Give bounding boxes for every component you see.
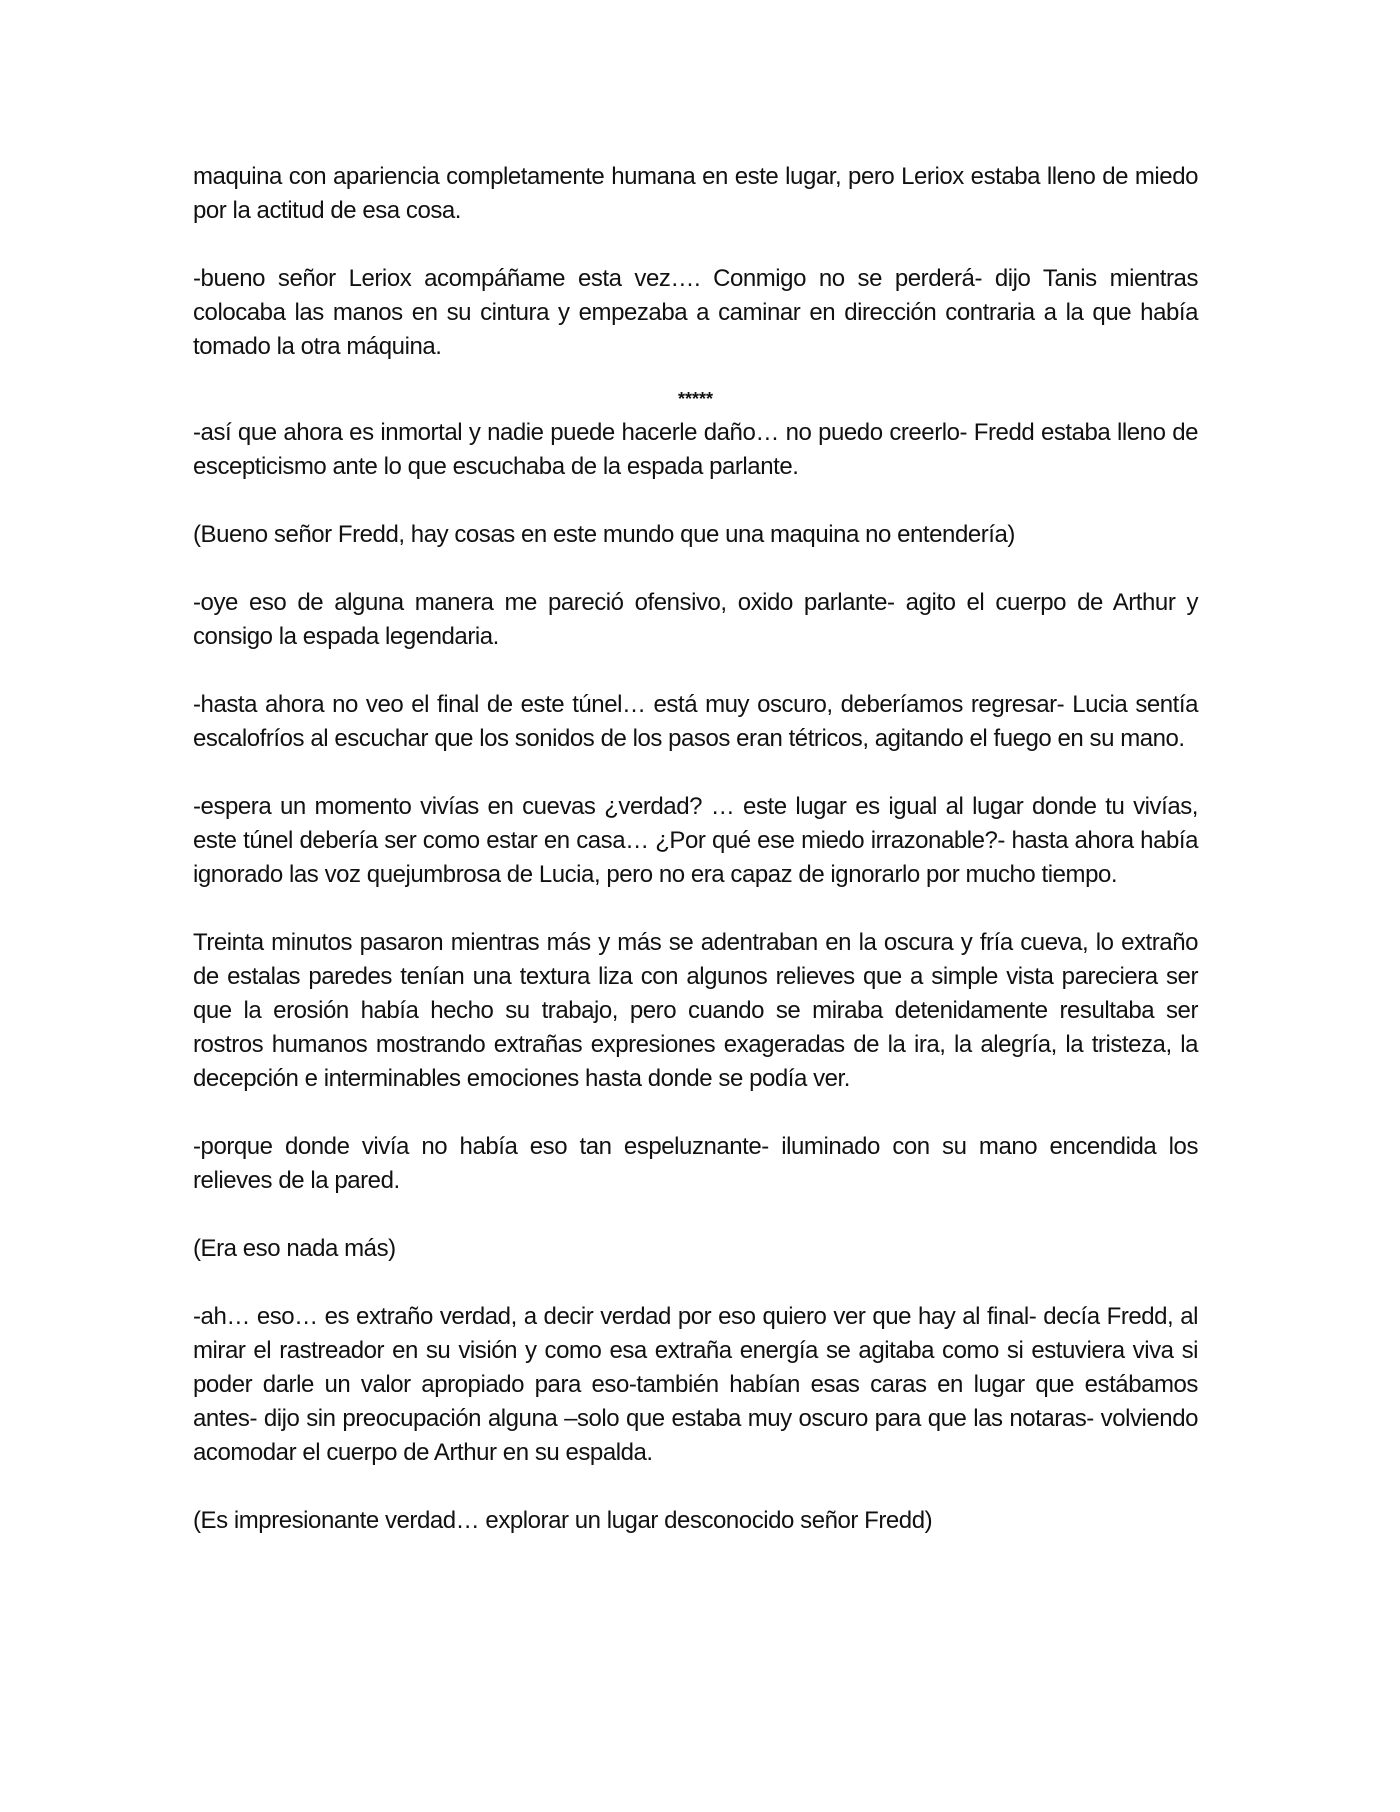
paragraph: -espera un momento vivías en cuevas ¿verdad? … este lugar es igual al lugar donde tu vivías, este túnel debería ser como estar en casa… ¿Por qué ese miedo irrazonable?- hasta ahora había ignorado las voz quejumbrosa de Lucia, pero no era capaz de ignorarlo por mucho tiempo. xyxy=(193,793,1198,888)
paragraph: -hasta ahora no veo el final de este túnel… está muy oscuro, deberíamos regresar- Lucia sentía escalofríos al escuchar que los sonidos de los pasos eran tétricos, agitando el fuego en su mano. xyxy=(193,691,1198,752)
paragraph: -bueno señor Leriox acompáñame esta vez…. Conmigo no se perderá- dijo Tanis mientras colocaba las manos en su cintura y empezaba a caminar en dirección contraria a la que había tomado la otra máquina. xyxy=(193,265,1198,360)
paragraph: maquina con apariencia completamente humana en este lugar, pero Leriox estaba lleno de miedo por la actitud de esa cosa. xyxy=(193,163,1198,224)
paragraph: (Bueno señor Fredd, hay cosas en este mundo que una maquina no entendería) xyxy=(193,521,1015,548)
paragraph: -ah… eso… es extraño verdad, a decir verdad por eso quiero ver que hay al final- decía Fredd, al mirar el rastreador en su visión y como esa extraña energía se agitaba como si estuviera viva si poder darle un valor apropiado para eso-también habían esas caras en lugar que estábamos antes- dijo sin preocupación alguna –solo que estaba muy oscuro para que las notaras- volviendo acomodar el cuerpo de Arthur en su espalda. xyxy=(193,1303,1198,1466)
paragraph: (Es impresionante verdad… explorar un lugar desconocido señor Fredd) xyxy=(193,1507,933,1534)
section-separator: ***** xyxy=(677,389,714,409)
paragraph: (Era eso nada más) xyxy=(193,1235,396,1262)
paragraph: Treinta minutos pasaron mientras más y más se adentraban en la oscura y fría cueva, lo extraño de estalas paredes tenían una textura liza con algunos relieves que a simple vista pareciera ser que la erosión había hecho su trabajo, pero cuando se miraba detenidamente resultaba ser rostros humanos mostrando extrañas expresiones exageradas de la ira, la alegría, la tristeza, la decepción e interminables emociones hasta donde se podía ver. xyxy=(193,929,1198,1092)
document-body xyxy=(193,160,1198,1538)
paragraph: -porque donde vivía no había eso tan espeluznante- iluminado con su mano encendida los relieves de la pared. xyxy=(193,1133,1198,1194)
paragraph: -oye eso de alguna manera me pareció ofensivo, oxido parlante- agito el cuerpo de Arthur y consigo la espada legendaria. xyxy=(193,589,1198,650)
paragraph: -así que ahora es inmortal y nadie puede hacerle daño… no puedo creerlo- Fredd estaba lleno de escepticismo ante lo que escuchaba de la espada parlante. xyxy=(193,419,1198,480)
